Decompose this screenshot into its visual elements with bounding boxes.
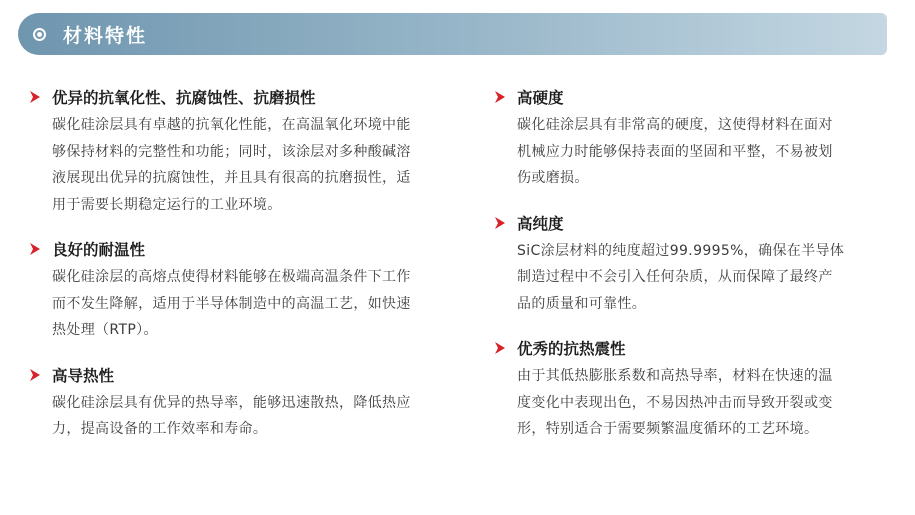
property-item	[28, 238, 468, 344]
right-column	[493, 86, 888, 463]
property-title: 优秀的抗热震性	[517, 340, 626, 358]
description-line: 制造过程中不会引入任何杂质，从而保障了最终产	[517, 269, 833, 285]
chevron-right-icon	[493, 216, 507, 230]
property-title: 高硬度	[517, 89, 564, 107]
chevron-right-icon	[28, 242, 42, 256]
chevron-right-icon	[493, 90, 507, 104]
chevron-right-icon	[28, 368, 42, 382]
chevron-right-icon	[28, 90, 42, 104]
property-description	[52, 112, 468, 218]
property-heading	[493, 212, 888, 234]
property-title: 良好的耐温性	[52, 241, 146, 259]
property-heading	[493, 86, 888, 108]
description-line: 碳化硅涂层具有卓越的抗氧化性能，在高温氧化环境中能	[52, 117, 411, 133]
description-line: 品的质量和可靠性。	[517, 295, 647, 312]
description-line: 形，特别适合于需要频繁温度循环的工艺环境。	[517, 421, 819, 437]
description-line: 而不发生降解，适用于半导体制造中的高温工艺，如快速	[52, 295, 411, 312]
property-title: 高纯度	[517, 214, 564, 233]
property-item	[493, 86, 888, 192]
description-line: 用于需要长期稳定运行的工业环境。	[52, 196, 282, 213]
description-line: SiC涂层材料的纯度超过99.9995%，确保在半导体	[517, 242, 845, 259]
property-heading	[28, 86, 468, 108]
left-column	[28, 86, 468, 463]
circle-dot-icon	[33, 28, 46, 41]
description-line: 由于其低热膨胀系数和高热导率，材料在快速的温	[517, 368, 833, 384]
property-description	[52, 390, 468, 443]
description-line: 机械应力时能够保持表面的坚固和平整，不易被划	[517, 143, 833, 160]
description-line: 碳化硅涂层的高熔点使得材料能够在极端高温条件下工作	[52, 269, 411, 285]
description-line: 度变化中表现出色，不易因热冲击而导致开裂或变	[517, 394, 833, 411]
description-line: 热处理（RTP）。	[52, 322, 158, 338]
property-title: 高导热性	[52, 366, 115, 385]
description-line: 力，提高设备的工作效率和寿命。	[52, 421, 268, 437]
property-heading	[493, 337, 888, 359]
property-title: 优异的抗氧化性、抗腐蚀性、抗磨损性	[52, 89, 316, 107]
property-heading	[28, 238, 468, 260]
property-item	[28, 364, 468, 443]
description-line: 够保持材料的完整性和功能；同时，该涂层对多种酸碱溶	[52, 143, 411, 160]
description-line: 碳化硅涂层具有优异的热导率，能够迅速散热，降低热应	[52, 394, 411, 411]
property-description	[517, 363, 888, 443]
property-item	[28, 86, 468, 218]
description-line: 碳化硅涂层具有非常高的硬度，这使得材料在面对	[517, 117, 833, 133]
property-item	[493, 212, 888, 318]
property-description	[517, 238, 888, 318]
property-item	[493, 337, 888, 443]
section-title-bar	[18, 13, 887, 55]
description-line: 液展现出优异的抗腐蚀性，并且具有很高的抗磨损性，适	[52, 170, 411, 186]
section-title: 材料特性	[63, 24, 148, 47]
property-heading	[28, 364, 468, 386]
property-description	[52, 264, 468, 344]
chevron-right-icon	[493, 341, 507, 355]
property-description	[517, 112, 888, 192]
description-line: 伤或磨损。	[517, 170, 589, 186]
